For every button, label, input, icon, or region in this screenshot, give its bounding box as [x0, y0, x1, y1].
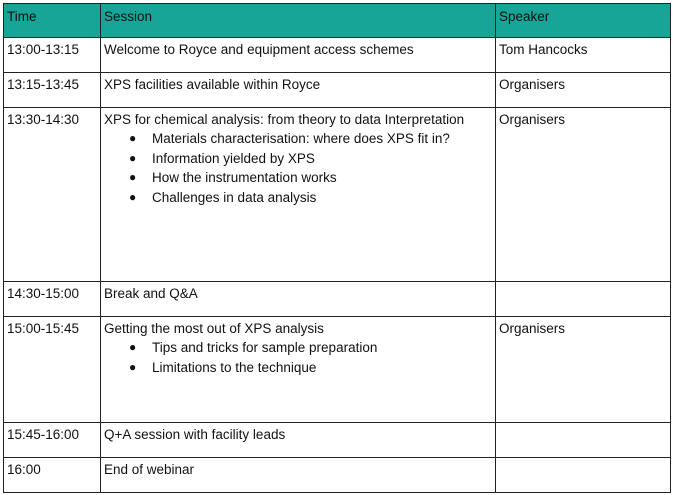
- header-row: [4, 4, 671, 38]
- header-speaker: Speaker: [496, 4, 671, 38]
- session-cell: [101, 282, 496, 317]
- header-time: Time: [4, 4, 101, 38]
- list-item: [129, 188, 492, 208]
- time-cell: 16:00: [4, 458, 101, 493]
- speaker-cell: Organisers: [496, 317, 671, 423]
- session-cell: [101, 423, 496, 458]
- bullet-text: Limitations to the technique: [152, 359, 317, 375]
- agenda-body: [4, 38, 671, 493]
- session-bullet-list: [104, 338, 492, 377]
- time-cell: 13:30-14:30: [4, 108, 101, 282]
- bullet-text: Challenges in data analysis: [152, 189, 317, 205]
- bullet-text: Information yielded by XPS: [152, 150, 315, 166]
- table-row: [4, 108, 671, 282]
- speaker-cell: [496, 458, 671, 493]
- bullet-icon: ●: [129, 359, 137, 374]
- session-cell: [101, 317, 496, 423]
- list-item: [129, 129, 492, 149]
- session-title: XPS facilities available within Royce: [104, 77, 321, 92]
- table-row: [4, 458, 671, 493]
- session-title: Break and Q&A: [104, 286, 198, 301]
- speaker-cell: [496, 282, 671, 317]
- session-cell: [101, 108, 496, 282]
- time-cell: 14:30-15:00: [4, 282, 101, 317]
- list-item: [129, 168, 492, 188]
- session-title: Getting the most out of XPS analysis: [104, 321, 324, 336]
- session-cell: [101, 73, 496, 108]
- bullet-text: Tips and tricks for sample preparation: [152, 340, 378, 355]
- bullet-icon: ●: [129, 189, 137, 204]
- speaker-cell: Tom Hancocks: [496, 38, 671, 73]
- session-cell: [101, 38, 496, 73]
- session-title: Q+A session with facility leads: [104, 427, 286, 442]
- bullet-text: Materials characterisation: where does XPS fit in?: [152, 131, 450, 146]
- list-item: [129, 358, 492, 378]
- agenda-header: [4, 4, 671, 38]
- list-item: [129, 149, 492, 169]
- speaker-cell: [496, 423, 671, 458]
- bullet-icon: ●: [129, 170, 137, 184]
- table-row: [4, 282, 671, 317]
- time-cell: 15:00-15:45: [4, 317, 101, 423]
- time-cell: 15:45-16:00: [4, 423, 101, 458]
- session-title: XPS for chemical analysis: from theory to data Interpretation: [104, 112, 465, 127]
- agenda-table: [3, 3, 671, 493]
- speaker-cell: Organisers: [496, 108, 671, 282]
- bullet-icon: ●: [129, 340, 137, 354]
- bullet-icon: ●: [129, 150, 137, 165]
- session-bullet-list: [104, 129, 492, 207]
- table-row: [4, 423, 671, 458]
- session-cell: [101, 458, 496, 493]
- bullet-text: How the instrumentation works: [152, 170, 337, 185]
- time-cell: 13:15-13:45: [4, 73, 101, 108]
- table-row: [4, 38, 671, 73]
- header-session: Session: [101, 4, 496, 38]
- bullet-icon: ●: [129, 131, 137, 145]
- session-title: Welcome to Royce and equipment access schemes: [104, 42, 414, 57]
- session-title: End of webinar: [104, 462, 195, 477]
- list-item: [129, 338, 492, 358]
- time-cell: 13:00-13:15: [4, 38, 101, 73]
- table-row: [4, 73, 671, 108]
- table-row: [4, 317, 671, 423]
- speaker-cell: Organisers: [496, 73, 671, 108]
